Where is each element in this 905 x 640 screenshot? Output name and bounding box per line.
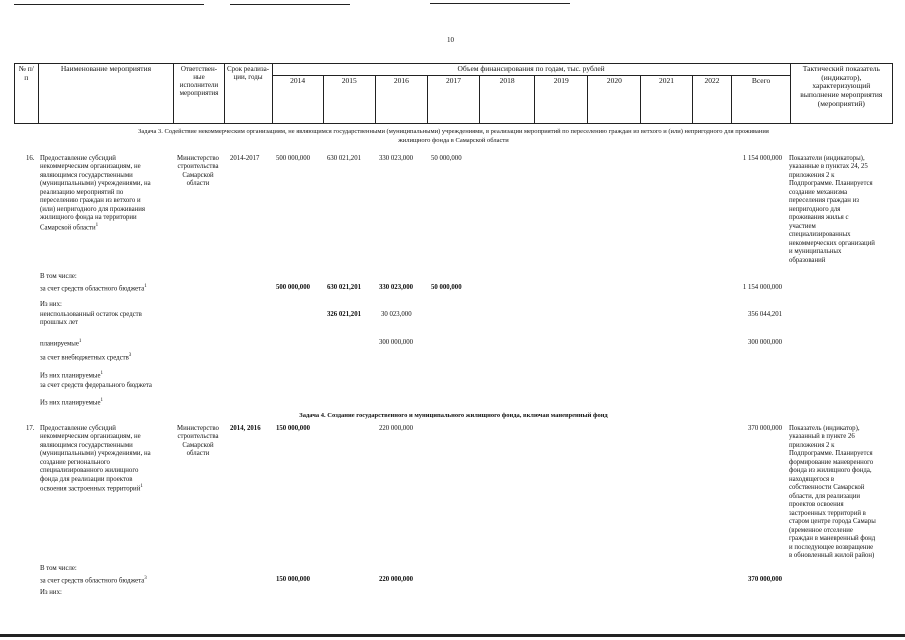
item16-regional-2014: 500 000,000: [276, 284, 310, 291]
item16-regional-total: 1 154 000,000: [742, 284, 782, 291]
item17-indicator-line: фонда из жилищного фонда,: [789, 467, 872, 475]
of-them-planned-label: Из них планируемые: [40, 399, 101, 407]
item16-2014: 500 000,000: [276, 155, 310, 162]
item16-regional-2017: 50 000,000: [431, 284, 462, 291]
footnote-marker: 1: [140, 484, 143, 490]
item16-2015: 630 021,201: [327, 155, 361, 162]
item16-indicator-line: участием: [789, 222, 816, 230]
footnote-marker: 1: [100, 371, 104, 376]
item16-extrabudget-label: [40, 353, 131, 363]
item16-planned-total: 300 000,000: [748, 339, 782, 346]
item17-regional-label: [40, 576, 147, 586]
col-num-header: № п/п: [15, 64, 39, 124]
item16-name-line: являющимся государственными: [40, 171, 133, 179]
item17-name-line: (муниципальными) учреждениями, на: [40, 450, 151, 458]
item16-indicator-line: переселения граждан из: [789, 197, 859, 205]
year-2015-header: 2015: [323, 75, 375, 123]
year-2017-header: 2017: [427, 75, 479, 123]
item17-term: 2014, 2016: [230, 425, 261, 432]
footnote-marker: 3: [144, 576, 147, 581]
year-2018-header: 2018: [480, 75, 535, 123]
item16-planned-2016: 300 000,000: [379, 339, 413, 346]
item16-federal-label: за счет средств федерального бюджета: [40, 382, 152, 389]
footnote-marker: 3: [128, 353, 132, 358]
item17-resp-line: области: [186, 450, 210, 458]
item17-indicator-line: в обновленный жилой район): [789, 552, 875, 560]
item16-indicator-line: и муниципальных: [789, 248, 842, 256]
year-2019-header: 2019: [535, 75, 588, 123]
item16-name-line: Предоставление субсидий: [40, 155, 116, 162]
item17-indicator-line: формирование маневренного: [789, 458, 874, 466]
extrabudget-label: за счет внебюджетных средств: [40, 354, 129, 362]
item16-total: 1 154 000,000: [742, 155, 782, 162]
item16-unused-line2: прошлых лет: [40, 319, 79, 326]
item16-regional-2015: 630 021,201: [327, 284, 361, 291]
item16-regional-2016: 330 023,000: [379, 284, 413, 291]
item17-indicator-line: (временное отселение: [789, 526, 853, 534]
item17-total: 370 000,000: [748, 425, 782, 432]
item16-unused-line1: неиспользованный остаток средств: [40, 311, 142, 318]
item17-indicator-line: собственности Самарской: [789, 484, 865, 492]
item17-name-line: фонда для реализации проектов: [40, 475, 133, 483]
item17-indicator-line: Подпрограмме. Планируется: [789, 450, 873, 458]
task3-title-line2: жилищного фонда в Самарской области: [398, 137, 509, 144]
item16-planned-label: [40, 339, 81, 349]
item16-term: 2014-2017: [230, 155, 260, 162]
item16-number: 16.: [26, 155, 35, 162]
top-rule-left: [14, 4, 204, 5]
item16-regional-label: [40, 284, 147, 294]
item16-of-them-label: Из них:: [40, 301, 62, 308]
item17-regional-2014: 150 000,000: [276, 576, 310, 583]
year-2016-header: 2016: [375, 75, 427, 123]
item16-2017: 50 000,000: [431, 155, 462, 162]
item17-indicator-line: и последующее возвращение: [789, 543, 874, 551]
item17-name-line: создание регионального: [40, 458, 110, 466]
item17-resp-line: строительства: [177, 433, 219, 441]
top-rule-mid: [230, 4, 350, 5]
item16-name-line: переселению граждан из ветхого и: [40, 197, 141, 205]
item16-unused-2016: 30 023,000: [381, 311, 412, 318]
item16-2016: 330 023,000: [379, 155, 413, 162]
item16-resp-line: области: [186, 180, 210, 188]
footnote-marker: 1: [78, 339, 82, 344]
item17-indicator-line: проектов освоения: [789, 501, 844, 509]
table-header: [14, 63, 893, 124]
item17-indicator-line: находящегося в: [789, 475, 835, 483]
item17-in-that-label: В том числе:: [40, 565, 77, 572]
item17-name: [40, 425, 151, 494]
footnote-marker: 1: [144, 284, 147, 289]
item17-responsible: [170, 425, 226, 459]
item17-name-line: некоммерческим организациям, не: [40, 433, 141, 441]
item16-resp-line: строительства: [177, 163, 219, 171]
item17-name-line: специализированного жилищного: [40, 467, 139, 475]
item17-indicator-line: старом центре города Самары: [789, 518, 876, 526]
item16-indicator: [789, 155, 875, 265]
item16-name-line: жилищного фонда на территории: [40, 214, 137, 222]
item16-indicator-line: образований: [789, 256, 826, 264]
item16-unused-2015: 326 021,201: [327, 311, 361, 318]
item17-indicator-line: приложения 2 к: [789, 441, 835, 449]
col-indicator-header: Тактический показатель (индикатор), характеризующий выполнение мероприятия (мероприятий): [790, 64, 892, 124]
item17-indicator-line: области, для реализации: [789, 492, 861, 500]
item17-indicator-line: граждан в маневренный фонд: [789, 535, 876, 543]
item16-name-line: некоммерческим организациям, не: [40, 163, 141, 171]
regional-budget-label: за счет средств областного бюджета: [40, 285, 145, 293]
item16-resp-line: Министерство: [177, 155, 219, 162]
item17-2014: 150 000,000: [276, 425, 310, 432]
item16-responsible: [170, 155, 226, 189]
item16-indicator-line: проживания жилья с: [789, 214, 849, 222]
item16-resp-line: Самарской: [182, 171, 214, 179]
item16-name-line: Самарской области: [40, 224, 96, 232]
footnote-marker: 1: [95, 222, 99, 228]
item16-name-line: реализацию мероприятий по: [40, 188, 124, 196]
top-rule-right: [430, 3, 570, 4]
year-2014-header: 2014: [272, 75, 323, 123]
item17-number: 17.: [26, 425, 35, 432]
item16-indicator-line: некоммерческих организаций: [789, 239, 875, 247]
item16-name: [40, 155, 151, 233]
item17-indicator-line: застроенных территорий в: [789, 509, 866, 517]
item16-indicator-line: приложения 2 к: [789, 171, 835, 179]
planned-label: планируемые: [40, 340, 79, 348]
bottom-rule: [0, 634, 905, 637]
regional-budget-label: за счет средств областного бюджета: [40, 577, 145, 585]
col-term-header: Срок реализа- ции, годы: [224, 64, 272, 124]
item17-2016: 220 000,000: [379, 425, 413, 432]
item16-indicator-line: Подпрограмме. Планируется: [789, 180, 873, 188]
col-resp-header: Ответствен- ные исполнители мероприятия: [174, 64, 224, 124]
item16-name-line: (муниципальными) учреждениями, на: [40, 180, 151, 188]
item16-indicator-line: указанные в пунктах 24, 25: [789, 163, 868, 171]
item17-regional-2016: 220 000,000: [379, 576, 413, 583]
year-2020-header: 2020: [588, 75, 641, 123]
total-header: Всего: [732, 75, 790, 123]
item16-indicator-line: создание механизма: [789, 188, 848, 196]
item16-name-line: (или) непригодного для проживания: [40, 205, 146, 213]
item17-resp-line: Самарской: [182, 441, 214, 449]
item16-in-that-label: В том числе:: [40, 273, 77, 280]
col-name-header: Наименование мероприятия: [38, 64, 174, 124]
task3-title-line1: Задача 3. Содействие некоммерческим организациям, не являющимся государственными (муниципальными) учреждениями, в реализации мероприятий по переселению граждан из ветхого и (или) непригодного для проживания: [138, 128, 769, 135]
item16-of-them-planned: [40, 371, 103, 381]
item16-of-them-planned-2: [40, 398, 103, 408]
year-2022-header: 2022: [692, 75, 732, 123]
item17-of-them-label: Из них:: [40, 589, 62, 596]
footnote-marker: 1: [100, 398, 104, 403]
item17-indicator-line: указанный в пункте 26: [789, 433, 855, 441]
of-them-planned-label: Из них планируемые: [40, 372, 101, 380]
item16-indicator-line: специализированных: [789, 231, 851, 239]
item16-unused-total: 356 044,201: [748, 311, 782, 318]
item16-indicator-line: непригодного для: [789, 205, 841, 213]
item17-name-line: являющимся государственными: [40, 441, 133, 449]
item17-name-line: Предоставление субсидий: [40, 425, 116, 432]
col-finance-header: Объем финансирования по годам, тыс. рублей: [272, 64, 790, 76]
item16-indicator-line: Показатели (индикаторы),: [789, 155, 865, 162]
year-2021-header: 2021: [641, 75, 692, 123]
item17-resp-line: Министерство: [177, 425, 219, 432]
item17-indicator: [789, 425, 876, 561]
item17-name-line: освоения застроенных территорий: [40, 485, 141, 493]
item17-regional-total: 370 000,000: [748, 576, 782, 583]
item17-indicator-line: Показатель (индикатор),: [789, 425, 860, 432]
task4-title: Задача 4. Создание государственного и муниципального жилищного фонда, включая маневренный фонд: [299, 412, 608, 419]
page-number: 10: [447, 36, 454, 44]
